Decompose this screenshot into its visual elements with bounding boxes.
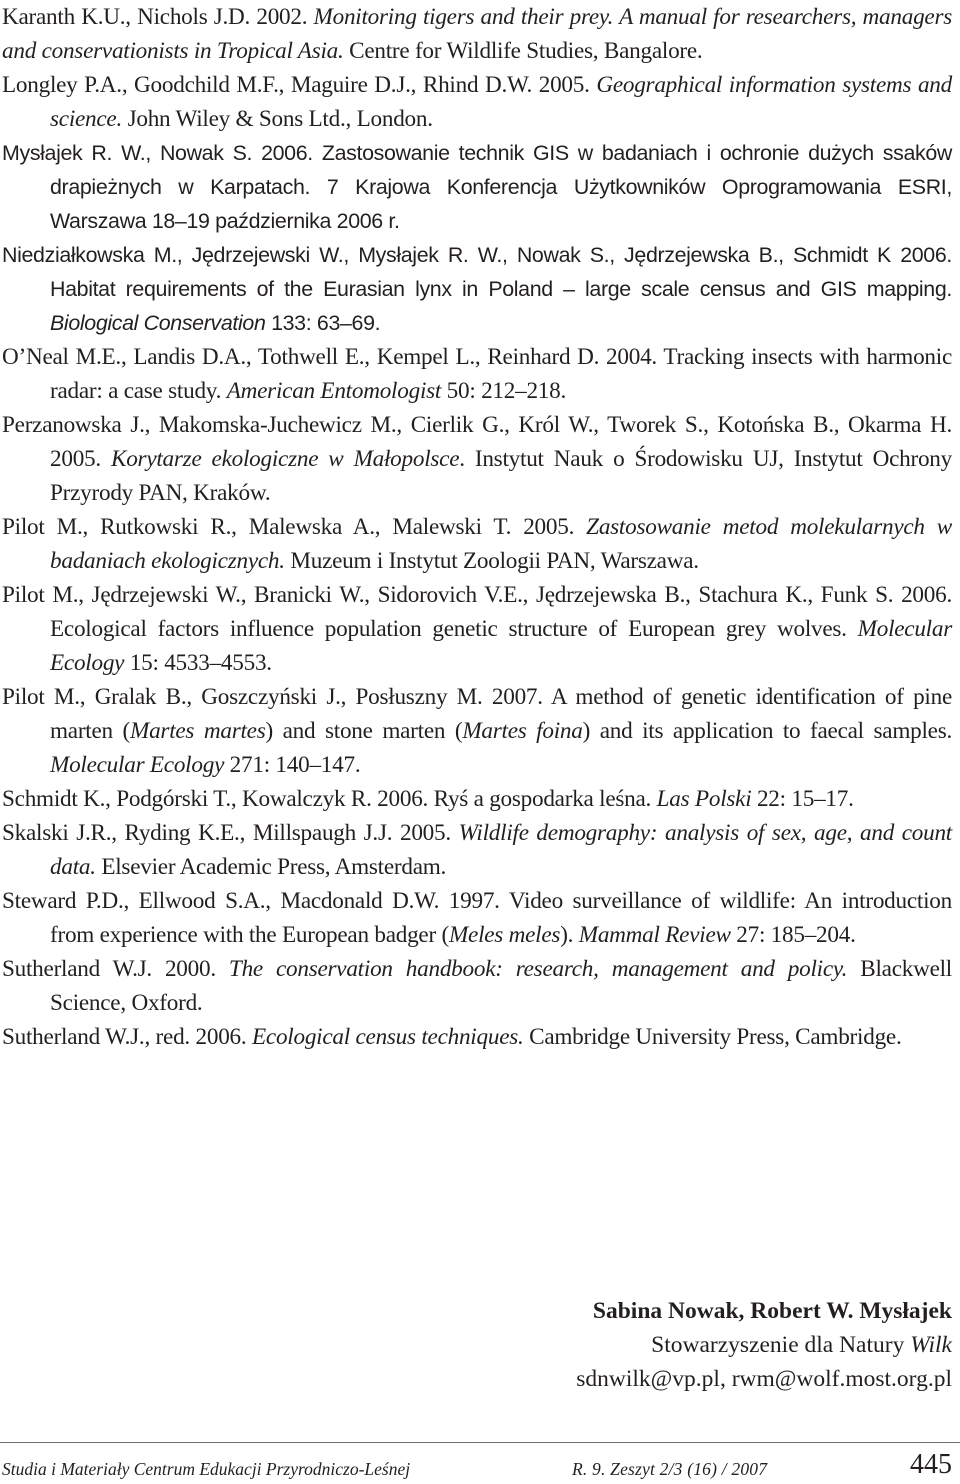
reference-italic-text: Martes martes	[130, 718, 266, 744]
reference-text: Blackwell Science, Oxford.	[50, 956, 953, 1016]
reference-list	[2, 0, 952, 1054]
reference-text: Muzeum i Instytut Zoologii PAN, Warszawa.	[284, 548, 699, 574]
reference-text: 15: 4533–4553.	[124, 650, 272, 676]
reference-italic-text: Wildlife demography: analysis of sex, age, and count data.	[50, 820, 952, 880]
reference-text: 271: 140–147.	[224, 752, 361, 778]
reference-entry	[2, 136, 952, 238]
reference-italic-text: Geographical information systems and science.	[50, 72, 952, 132]
author-organization	[576, 1328, 952, 1362]
reference-text: Steward P.D., Ellwood S.A., Macdonald D.W. 1997. Video surveillance of wildlife: An introduction from experience with the European badger (	[2, 888, 952, 948]
reference-text: Skalski J.R., Ryding K.E., Millspaugh J.J. 2005.	[2, 820, 459, 846]
reference-italic-text: Las Polski	[656, 786, 752, 812]
reference-text: . Instytut Nauk o Środowisku UJ, Instytut Ochrony Przyrody PAN, Kraków.	[50, 446, 952, 506]
reference-text: Elsevier Academic Press, Amsterdam.	[95, 854, 447, 880]
reference-entry	[2, 782, 952, 816]
reference-text: Mysłajek R. W., Nowak S. 2006. Zastosowanie technik GIS w badaniach i ochronie dużych ssaków drapieżnych w Karpatach. 7 Krajowa Konferencja Użytkowników Oprogramowania ESRI, Warszawa 18–19 października 2006 r.	[2, 141, 952, 233]
reference-text: Cambridge University Press, Cambridge.	[523, 1024, 902, 1050]
page-footer	[0, 1442, 960, 1484]
reference-entry	[2, 238, 952, 340]
reference-text: ) and its application to faecal samples.	[582, 718, 953, 744]
reference-italic-text: Monitoring tigers and their prey. A manual for researchers, managers and conservationists in Tropical Asia.	[2, 4, 952, 64]
journal-title: Studia i Materiały Centrum Edukacji Przyrodniczo-Leśnej	[2, 1459, 411, 1479]
author-signature	[576, 1294, 952, 1396]
reference-italic-text: Mammal Review	[578, 922, 731, 948]
reference-italic-text: Korytarze ekologiczne w Małopolsce	[110, 446, 460, 472]
organization-name: Stowarzyszenie dla Natury	[651, 1332, 911, 1358]
reference-entry	[2, 578, 952, 680]
author-emails: sdnwilk@vp.pl, rwm@wolf.most.org.pl	[576, 1366, 952, 1392]
reference-entry	[2, 68, 952, 136]
footer-rule	[0, 1442, 960, 1443]
reference-text: 50: 212–218.	[441, 378, 567, 404]
journal-volume: R. 9. Zeszyt 2/3 (16) / 2007	[572, 1459, 768, 1479]
reference-entry	[2, 510, 952, 578]
reference-italic-text: Zastosowanie metod molekularnych w badaniach ekologicznych.	[50, 514, 952, 574]
reference-entry	[2, 1020, 952, 1054]
reference-entry	[2, 0, 952, 68]
reference-text: Sutherland W.J. 2000.	[2, 956, 229, 982]
reference-italic-text: Molecular Ecology	[50, 752, 225, 778]
reference-text: Niedziałkowska M., Jędrzejewski W., Mysłajek R. W., Nowak S., Jędrzejewska B., Schmidt K 2006. Habitat requirements of the Eurasian lynx in Poland – large scale census and GIS mapping.	[2, 243, 952, 301]
reference-text: Perzanowska J., Makomska-Juchewicz M., Cierlik G., Król W., Tworek S., Kotońska B., Okarma H. 2005.	[2, 412, 952, 472]
reference-text: 133: 63–69.	[265, 311, 381, 335]
reference-text: Schmidt K., Podgórski T., Kowalczyk R. 2006. Ryś a gospodarka leśna.	[2, 786, 657, 812]
reference-text: Longley P.A., Goodchild M.F., Maguire D.J., Rhind D.W. 2005.	[2, 72, 597, 98]
reference-text: O’Neal M.E., Landis D.A., Tothwell E., Kempel L., Reinhard D. 2004. Tracking insects with harmonic radar: a case study.	[2, 344, 952, 404]
reference-text: Karanth K.U., Nichols J.D. 2002.	[2, 4, 314, 30]
reference-entry	[2, 816, 952, 884]
reference-text: Pilot M., Rutkowski R., Malewska A., Malewski T. 2005.	[2, 514, 587, 540]
reference-text: Centre for Wildlife Studies, Bangalore.	[343, 38, 703, 64]
reference-text: Sutherland W.J., red. 2006.	[2, 1024, 252, 1050]
reference-italic-text: Martes foina	[462, 718, 583, 744]
reference-italic-text: Ecological census techniques.	[251, 1024, 524, 1050]
reference-entry	[2, 884, 952, 952]
reference-entry	[2, 952, 952, 1020]
reference-text: 22: 15–17.	[751, 786, 854, 812]
reference-text: 27: 185–204.	[730, 922, 856, 948]
reference-text: ) and stone marten (	[265, 718, 463, 744]
reference-entry	[2, 680, 952, 782]
reference-entry	[2, 340, 952, 408]
page-number: 445	[910, 1449, 952, 1480]
reference-italic-text: American Entomologist	[226, 378, 442, 404]
reference-text: Pilot M., Gralak B., Goszczyński J., Posłuszny M. 2007. A method of genetic identification of pine marten (	[2, 684, 952, 744]
author-names: Sabina Nowak, Robert W. Mysłajek	[592, 1298, 952, 1324]
reference-italic-text: Molecular Ecology	[50, 616, 952, 676]
reference-italic-text: The conservation handbook: research, management and policy.	[228, 956, 848, 982]
reference-text: Pilot M., Jędrzejewski W., Branicki W., Sidorovich V.E., Jędrzejewska B., Stachura K., Funk S. 2006. Ecological factors influence population genetic structure of European grey wolves.	[2, 582, 952, 642]
reference-text: John Wiley & Sons Ltd., London.	[122, 106, 433, 132]
reference-italic-text: Biological Conservation	[50, 311, 266, 335]
reference-text: ).	[560, 922, 579, 948]
organization-name-italic: Wilk	[910, 1332, 952, 1358]
reference-entry	[2, 408, 952, 510]
reference-italic-text: Meles meles	[448, 922, 561, 948]
